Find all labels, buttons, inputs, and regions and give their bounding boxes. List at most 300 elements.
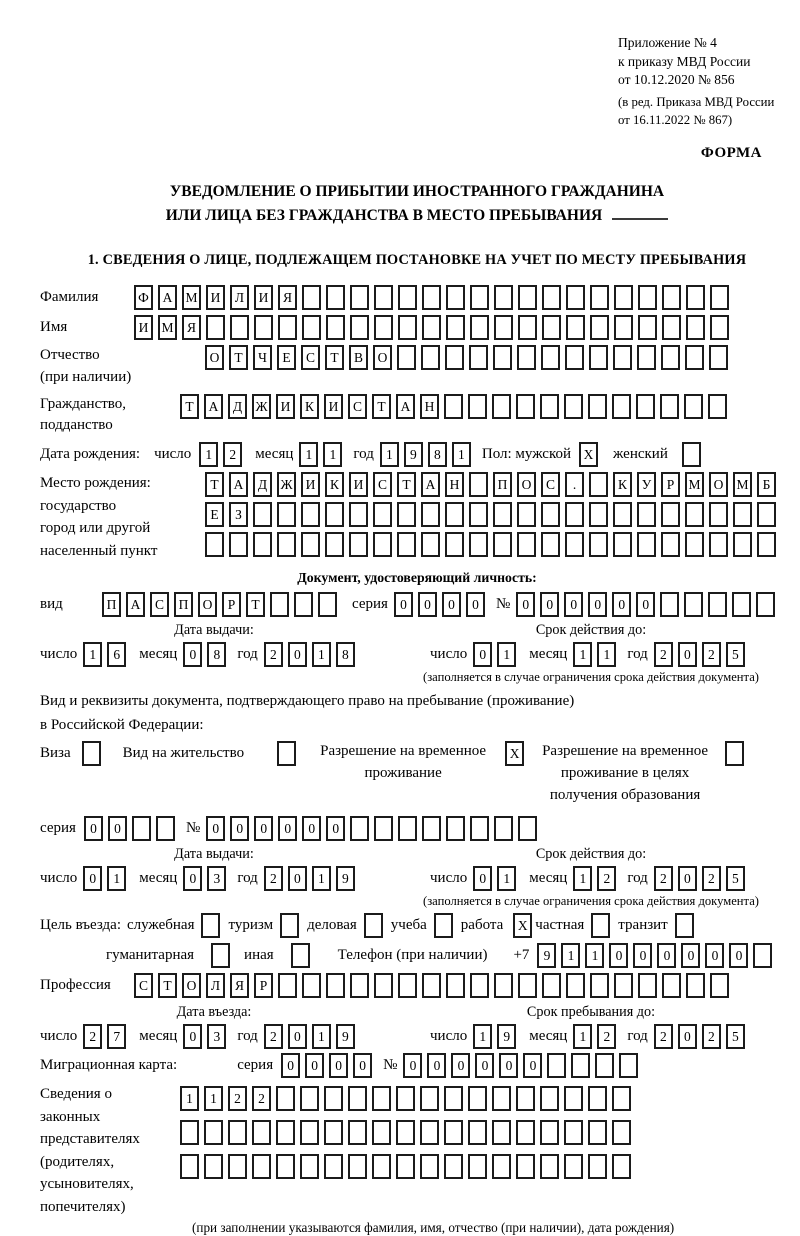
char-cell[interactable] (326, 315, 345, 340)
char-cell[interactable]: М (733, 472, 752, 497)
char-cell[interactable]: 2 (702, 1024, 721, 1049)
char-cell[interactable]: 0 (302, 816, 321, 841)
char-cell[interactable]: 0 (442, 592, 461, 617)
char-cell[interactable]: 0 (326, 816, 345, 841)
char-cell[interactable] (613, 345, 632, 370)
char-cell[interactable]: 0 (657, 943, 676, 968)
char-cell[interactable]: 2 (597, 1024, 616, 1049)
char-cell[interactable] (492, 1086, 511, 1111)
char-cell[interactable] (302, 973, 321, 998)
char-cell[interactable] (444, 1120, 463, 1145)
char-cell[interactable]: 3 (207, 1024, 226, 1049)
char-cell[interactable]: И (349, 472, 368, 497)
char-cell[interactable] (469, 502, 488, 527)
char-cell[interactable]: 0 (609, 943, 628, 968)
char-cell[interactable]: 0 (206, 816, 225, 841)
char-cell[interactable] (276, 1086, 295, 1111)
char-cell[interactable]: 8 (428, 442, 447, 467)
char-cell[interactable] (590, 973, 609, 998)
char-cell[interactable]: 0 (473, 866, 492, 891)
char-cell[interactable] (590, 315, 609, 340)
char-cell[interactable] (566, 315, 585, 340)
char-cell[interactable] (710, 973, 729, 998)
char-cell[interactable] (300, 1086, 319, 1111)
char-cell[interactable]: И (324, 394, 343, 419)
char-cell[interactable] (348, 1086, 367, 1111)
char-cell[interactable] (541, 532, 560, 557)
char-cell[interactable]: Р (254, 973, 273, 998)
char-cell[interactable] (516, 1120, 535, 1145)
char-cell[interactable]: 1 (180, 1086, 199, 1111)
char-cell[interactable] (588, 1120, 607, 1145)
char-cell[interactable]: 0 (84, 816, 103, 841)
char-cell[interactable] (494, 285, 513, 310)
char-cell[interactable] (470, 315, 489, 340)
char-cell[interactable] (468, 1120, 487, 1145)
char-cell[interactable] (324, 1120, 343, 1145)
char-cell[interactable]: С (150, 592, 169, 617)
char-cell[interactable]: 0 (230, 816, 249, 841)
char-cell[interactable] (709, 532, 728, 557)
char-cell[interactable]: 1 (497, 866, 516, 891)
char-cell[interactable] (445, 502, 464, 527)
char-cell[interactable]: Л (230, 285, 249, 310)
char-cell[interactable]: 2 (264, 1024, 283, 1049)
char-cell[interactable] (517, 532, 536, 557)
char-cell[interactable]: 1 (107, 866, 126, 891)
char-cell[interactable]: 0 (540, 592, 559, 617)
char-cell[interactable]: 0 (681, 943, 700, 968)
char-cell[interactable] (684, 592, 703, 617)
char-cell[interactable] (493, 345, 512, 370)
char-cell[interactable] (397, 345, 416, 370)
char-cell[interactable]: З (229, 502, 248, 527)
char-cell[interactable]: 0 (564, 592, 583, 617)
char-cell[interactable] (372, 1154, 391, 1179)
char-cell[interactable] (325, 502, 344, 527)
char-cell[interactable] (434, 913, 453, 938)
char-cell[interactable] (422, 285, 441, 310)
char-cell[interactable] (612, 1086, 631, 1111)
char-cell[interactable] (444, 1154, 463, 1179)
char-cell[interactable]: О (182, 973, 201, 998)
char-cell[interactable]: 0 (678, 866, 697, 891)
char-cell[interactable] (710, 285, 729, 310)
char-cell[interactable]: Е (205, 502, 224, 527)
char-cell[interactable] (542, 315, 561, 340)
char-cell[interactable] (564, 394, 583, 419)
char-cell[interactable]: М (158, 315, 177, 340)
char-cell[interactable] (180, 1154, 199, 1179)
char-cell[interactable] (517, 502, 536, 527)
char-cell[interactable]: 0 (183, 866, 202, 891)
char-cell[interactable] (638, 315, 657, 340)
char-cell[interactable] (612, 1120, 631, 1145)
char-cell[interactable]: Н (445, 472, 464, 497)
char-cell[interactable]: 8 (207, 642, 226, 667)
char-cell[interactable]: 0 (523, 1053, 542, 1078)
char-cell[interactable] (753, 943, 772, 968)
char-cell[interactable] (270, 592, 289, 617)
char-cell[interactable]: А (421, 472, 440, 497)
char-cell[interactable]: 2 (597, 866, 616, 891)
char-cell[interactable]: Т (180, 394, 199, 419)
char-cell[interactable]: 0 (427, 1053, 446, 1078)
char-cell[interactable]: Т (325, 345, 344, 370)
char-cell[interactable]: 1 (452, 442, 471, 467)
char-cell[interactable] (420, 1086, 439, 1111)
char-cell[interactable]: С (541, 472, 560, 497)
char-cell[interactable]: О (709, 472, 728, 497)
char-cell[interactable] (540, 394, 559, 419)
char-cell[interactable] (398, 973, 417, 998)
char-cell[interactable]: 5 (726, 866, 745, 891)
char-cell[interactable] (228, 1154, 247, 1179)
char-cell[interactable]: Т (205, 472, 224, 497)
char-cell[interactable] (516, 1086, 535, 1111)
char-cell[interactable]: 0 (183, 1024, 202, 1049)
char-cell[interactable] (206, 315, 225, 340)
char-cell[interactable] (565, 345, 584, 370)
char-cell[interactable] (494, 973, 513, 998)
char-cell[interactable] (660, 592, 679, 617)
char-cell[interactable]: 0 (451, 1053, 470, 1078)
char-cell[interactable] (685, 502, 704, 527)
char-cell[interactable]: 9 (336, 1024, 355, 1049)
char-cell[interactable] (280, 913, 299, 938)
char-cell[interactable] (757, 502, 776, 527)
char-cell[interactable] (291, 943, 310, 968)
char-cell[interactable]: 1 (312, 866, 331, 891)
char-cell[interactable]: Т (229, 345, 248, 370)
char-cell[interactable]: Д (228, 394, 247, 419)
char-cell[interactable] (350, 973, 369, 998)
char-cell[interactable] (614, 315, 633, 340)
char-cell[interactable] (547, 1053, 566, 1078)
char-cell[interactable]: А (158, 285, 177, 310)
char-cell[interactable]: 1 (573, 1024, 592, 1049)
char-cell[interactable]: 1 (573, 866, 592, 891)
char-cell[interactable] (589, 532, 608, 557)
char-cell[interactable] (708, 394, 727, 419)
char-cell[interactable] (685, 532, 704, 557)
char-cell[interactable] (349, 532, 368, 557)
char-cell[interactable] (733, 502, 752, 527)
char-cell[interactable]: 0 (394, 592, 413, 617)
char-cell[interactable] (540, 1154, 559, 1179)
char-cell[interactable] (589, 345, 608, 370)
char-cell[interactable]: Д (253, 472, 272, 497)
char-cell[interactable]: П (102, 592, 121, 617)
char-cell[interactable] (757, 532, 776, 557)
char-cell[interactable]: Ж (252, 394, 271, 419)
char-cell[interactable] (252, 1154, 271, 1179)
char-cell[interactable]: 1 (204, 1086, 223, 1111)
char-cell[interactable] (470, 816, 489, 841)
char-cell[interactable]: 1 (561, 943, 580, 968)
char-cell[interactable] (421, 502, 440, 527)
char-cell[interactable]: Т (246, 592, 265, 617)
char-cell[interactable]: Р (661, 472, 680, 497)
char-cell[interactable] (589, 502, 608, 527)
char-cell[interactable] (470, 285, 489, 310)
char-cell[interactable]: 1 (312, 642, 331, 667)
char-cell[interactable]: 0 (612, 592, 631, 617)
char-cell[interactable]: 0 (288, 642, 307, 667)
char-cell[interactable]: 1 (299, 442, 318, 467)
char-cell[interactable]: И (276, 394, 295, 419)
char-cell[interactable]: Ч (253, 345, 272, 370)
char-cell[interactable]: 2 (702, 642, 721, 667)
char-cell[interactable] (373, 502, 392, 527)
char-cell[interactable] (613, 532, 632, 557)
char-cell[interactable]: П (174, 592, 193, 617)
char-cell[interactable] (398, 285, 417, 310)
char-cell[interactable] (540, 1086, 559, 1111)
char-cell[interactable]: 0 (633, 943, 652, 968)
char-cell[interactable] (571, 1053, 590, 1078)
char-cell[interactable]: 6 (107, 642, 126, 667)
char-cell[interactable]: 1 (585, 943, 604, 968)
char-cell[interactable] (595, 1053, 614, 1078)
char-cell[interactable]: 0 (305, 1053, 324, 1078)
char-cell[interactable] (348, 1120, 367, 1145)
char-cell[interactable] (324, 1154, 343, 1179)
char-cell[interactable] (686, 315, 705, 340)
char-cell[interactable] (612, 394, 631, 419)
char-cell[interactable] (204, 1120, 223, 1145)
char-cell[interactable]: 1 (597, 642, 616, 667)
char-cell[interactable] (541, 502, 560, 527)
char-cell[interactable] (518, 816, 537, 841)
char-cell[interactable]: Н (420, 394, 439, 419)
char-cell[interactable] (542, 973, 561, 998)
char-cell[interactable] (661, 502, 680, 527)
char-cell[interactable]: 2 (654, 866, 673, 891)
char-cell[interactable] (374, 315, 393, 340)
char-cell[interactable] (302, 285, 321, 310)
char-cell[interactable] (619, 1053, 638, 1078)
char-cell[interactable]: И (206, 285, 225, 310)
char-cell[interactable] (564, 1154, 583, 1179)
char-cell[interactable] (204, 1154, 223, 1179)
char-cell[interactable] (589, 472, 608, 497)
char-cell[interactable] (397, 502, 416, 527)
char-cell[interactable] (588, 1086, 607, 1111)
char-cell[interactable] (398, 315, 417, 340)
char-cell[interactable] (662, 315, 681, 340)
char-cell[interactable] (685, 345, 704, 370)
char-cell[interactable] (732, 592, 751, 617)
char-cell[interactable] (540, 1120, 559, 1145)
char-cell[interactable]: 0 (705, 943, 724, 968)
char-cell[interactable] (638, 285, 657, 310)
char-cell[interactable] (660, 394, 679, 419)
char-cell[interactable] (444, 394, 463, 419)
char-cell[interactable]: 0 (329, 1053, 348, 1078)
char-cell[interactable]: 2 (223, 442, 242, 467)
char-cell[interactable]: 0 (678, 1024, 697, 1049)
char-cell[interactable]: К (325, 472, 344, 497)
char-cell[interactable] (420, 1154, 439, 1179)
char-cell[interactable]: 2 (228, 1086, 247, 1111)
char-cell[interactable]: Я (230, 973, 249, 998)
char-cell[interactable]: 0 (281, 1053, 300, 1078)
char-cell[interactable] (565, 502, 584, 527)
char-cell[interactable]: Ж (277, 472, 296, 497)
char-cell[interactable]: С (348, 394, 367, 419)
char-cell[interactable] (301, 502, 320, 527)
char-cell[interactable] (398, 816, 417, 841)
char-cell[interactable] (590, 285, 609, 310)
char-cell[interactable]: 7 (107, 1024, 126, 1049)
char-cell[interactable] (325, 532, 344, 557)
char-cell[interactable] (542, 285, 561, 310)
char-cell[interactable] (254, 315, 273, 340)
char-cell[interactable] (396, 1120, 415, 1145)
char-cell[interactable]: . (565, 472, 584, 497)
char-cell[interactable]: 2 (702, 866, 721, 891)
char-cell[interactable] (445, 345, 464, 370)
char-cell[interactable]: 0 (678, 642, 697, 667)
char-cell[interactable] (301, 532, 320, 557)
char-cell[interactable] (364, 913, 383, 938)
char-cell[interactable] (300, 1154, 319, 1179)
char-cell[interactable] (350, 315, 369, 340)
char-cell[interactable] (541, 345, 560, 370)
char-cell[interactable] (470, 973, 489, 998)
char-cell[interactable]: Т (397, 472, 416, 497)
char-cell[interactable]: 0 (588, 592, 607, 617)
char-cell[interactable] (277, 502, 296, 527)
char-cell[interactable]: 0 (729, 943, 748, 968)
char-cell[interactable]: 0 (183, 642, 202, 667)
char-cell[interactable] (494, 315, 513, 340)
char-cell[interactable]: М (182, 285, 201, 310)
char-cell[interactable]: А (229, 472, 248, 497)
char-cell[interactable]: 0 (288, 866, 307, 891)
char-cell[interactable] (517, 345, 536, 370)
char-cell[interactable]: В (349, 345, 368, 370)
char-cell[interactable] (493, 532, 512, 557)
char-cell[interactable] (492, 1120, 511, 1145)
char-cell[interactable]: 9 (404, 442, 423, 467)
char-cell[interactable] (446, 973, 465, 998)
char-cell[interactable] (494, 816, 513, 841)
char-cell[interactable] (422, 816, 441, 841)
char-cell[interactable] (374, 973, 393, 998)
char-cell[interactable]: 1 (83, 642, 102, 667)
char-cell[interactable] (276, 1154, 295, 1179)
char-cell[interactable]: И (254, 285, 273, 310)
char-cell[interactable] (468, 1154, 487, 1179)
char-cell[interactable]: К (613, 472, 632, 497)
char-cell[interactable] (733, 532, 752, 557)
char-cell[interactable] (228, 1120, 247, 1145)
char-cell[interactable] (756, 592, 775, 617)
char-cell[interactable]: 5 (726, 642, 745, 667)
char-cell[interactable]: О (198, 592, 217, 617)
char-cell[interactable]: 0 (475, 1053, 494, 1078)
char-cell[interactable] (468, 1086, 487, 1111)
char-cell[interactable]: Р (222, 592, 241, 617)
char-cell[interactable]: 9 (336, 866, 355, 891)
char-cell[interactable] (349, 502, 368, 527)
char-cell[interactable] (300, 1120, 319, 1145)
char-cell[interactable] (686, 285, 705, 310)
char-cell[interactable] (637, 345, 656, 370)
char-cell[interactable] (708, 592, 727, 617)
char-cell[interactable]: С (134, 973, 153, 998)
char-cell[interactable]: 2 (654, 1024, 673, 1049)
char-cell[interactable]: 2 (252, 1086, 271, 1111)
char-cell[interactable] (675, 913, 694, 938)
char-cell[interactable] (565, 532, 584, 557)
char-cell[interactable] (588, 1154, 607, 1179)
char-cell[interactable]: 9 (537, 943, 556, 968)
char-cell[interactable] (422, 973, 441, 998)
char-cell[interactable] (638, 973, 657, 998)
char-cell[interactable] (132, 816, 151, 841)
char-cell[interactable] (613, 502, 632, 527)
char-cell[interactable] (612, 1154, 631, 1179)
char-cell[interactable]: 2 (654, 642, 673, 667)
char-cell[interactable] (445, 532, 464, 557)
char-cell[interactable]: С (301, 345, 320, 370)
char-cell[interactable]: Б (757, 472, 776, 497)
char-cell[interactable] (82, 741, 101, 766)
char-cell[interactable]: 8 (336, 642, 355, 667)
char-cell[interactable] (492, 394, 511, 419)
char-cell[interactable] (686, 973, 705, 998)
char-cell[interactable] (318, 592, 337, 617)
char-cell[interactable] (661, 532, 680, 557)
char-cell[interactable] (709, 502, 728, 527)
char-cell[interactable] (180, 1120, 199, 1145)
char-cell[interactable]: Е (277, 345, 296, 370)
char-cell[interactable] (662, 285, 681, 310)
char-cell[interactable]: А (396, 394, 415, 419)
char-cell[interactable] (564, 1120, 583, 1145)
char-cell[interactable]: Я (182, 315, 201, 340)
char-cell[interactable] (326, 285, 345, 310)
char-cell[interactable] (468, 394, 487, 419)
char-cell[interactable]: X (513, 913, 532, 938)
char-cell[interactable] (518, 315, 537, 340)
char-cell[interactable]: 1 (497, 642, 516, 667)
char-cell[interactable] (277, 741, 296, 766)
char-cell[interactable]: 0 (403, 1053, 422, 1078)
char-cell[interactable]: О (517, 472, 536, 497)
char-cell[interactable]: 0 (473, 642, 492, 667)
char-cell[interactable]: Т (372, 394, 391, 419)
char-cell[interactable] (278, 315, 297, 340)
char-cell[interactable] (637, 532, 656, 557)
char-cell[interactable] (302, 315, 321, 340)
char-cell[interactable]: Ф (134, 285, 153, 310)
char-cell[interactable]: 1 (312, 1024, 331, 1049)
char-cell[interactable] (397, 532, 416, 557)
char-cell[interactable] (372, 1086, 391, 1111)
char-cell[interactable] (493, 502, 512, 527)
char-cell[interactable]: 0 (499, 1053, 518, 1078)
char-cell[interactable] (324, 1086, 343, 1111)
char-cell[interactable] (709, 345, 728, 370)
char-cell[interactable] (446, 315, 465, 340)
char-cell[interactable] (278, 973, 297, 998)
char-cell[interactable] (421, 532, 440, 557)
char-cell[interactable]: 2 (83, 1024, 102, 1049)
